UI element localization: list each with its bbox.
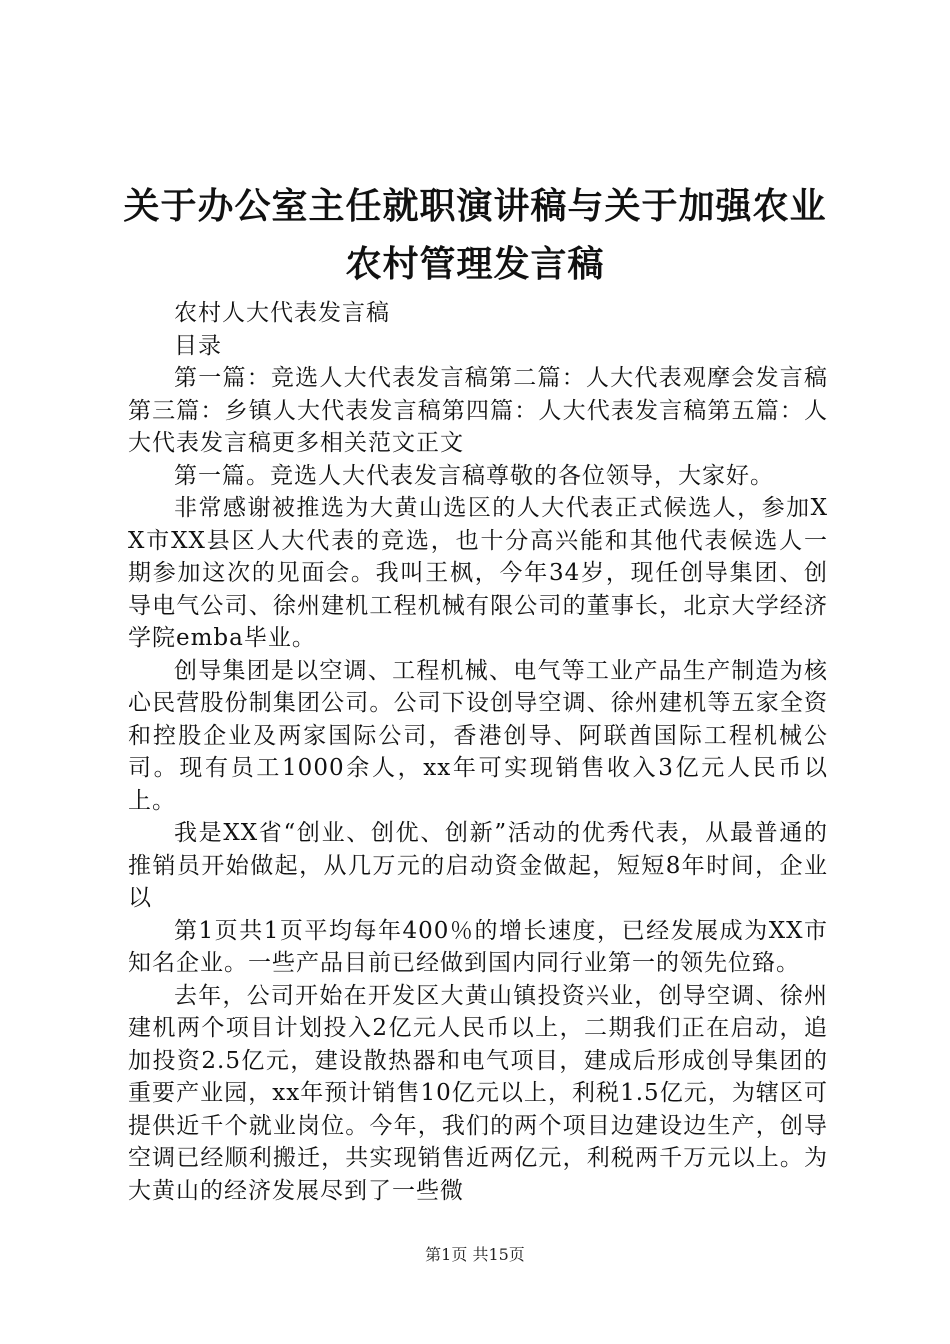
paragraph: 非常感谢被推选为大黄山选区的人大代表正式候选人，参加XX市XX县区人大代表的竞选，也十分高兴能和其他代表候选人一期参加这次的见面会。我叫王枫，今年34岁，现任创导集团、创导电气公司、徐州建机工程机械有限公司的董事长，北京大学经济学院emba毕业。 [128,495,828,651]
paragraph: 农村人大代表发言稿 [174,300,390,326]
paragraph: 第一篇：竞选人大代表发言稿第二篇：人大代表观摩会发言稿第三篇：乡镇人大代表发言稿第四篇：人大代表发言稿第五篇：人大代表发言稿更多相关范文正文 [128,365,828,456]
paragraph: 第一篇。竞选人大代表发言稿尊敬的各位领导，大家好。 [174,462,774,489]
paragraph: 第1页共1页平均每年400％的增长速度，已经发展成为XX市知名企业。一些产品目前已经做到国内同行业第一的领先位臵。 [128,917,828,976]
paragraph: 目录 [174,332,222,359]
paragraph: 创导集团是以空调、工程机械、电气等工业产品生产制造为核心民营股份制集团公司。公司下设创导空调、徐州建机等五家全资和控股企业及两家国际公司，香港创导、阿联酋国际工程机械公司。现有员工1000余人，xx年可实现销售收入3亿元人民币以上。 [128,657,828,814]
document-title: 关于办公室主任就职演讲稿与关于加强农业农村管理发言稿 [123,186,827,285]
page-number-footer: 第1页 共15页 [425,1245,525,1264]
paragraph: 我是XX省“创业、创优、创新”活动的优秀代表，从最普通的推销员开始做起，从几万元的启动资金做起，短短8年时间，企业以 [128,820,828,911]
paragraph: 去年，公司开始在开发区大黄山镇投资兴业，创导空调、徐州建机两个项目计划投入2亿元人民币以上，二期我们正在启动，追加投资2.5亿元，建设散热器和电气项目，建成后形成创导集团的重要产业园，xx年预计销售10亿元以上，利税1.5亿元，为辖区可提供近千个就业岗位。今年，我们的两个项目边建设边生产，创导空调已经顺利搬迁，共实现销售近两亿元，利税两千万元以上。为大黄山的经济发展尽到了一些微 [128,982,828,1204]
document-body [128,297,828,1207]
